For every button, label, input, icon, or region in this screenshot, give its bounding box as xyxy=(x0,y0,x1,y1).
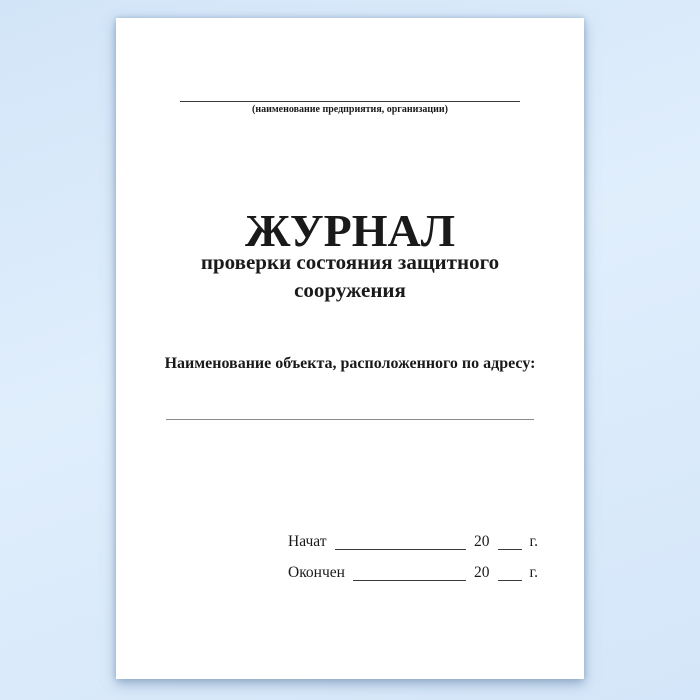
started-year-suffix: г. xyxy=(529,533,538,550)
started-date-blank-line xyxy=(335,546,467,550)
started-label: Начат xyxy=(288,533,327,550)
organization-name-blank-line xyxy=(180,101,520,102)
started-century-prefix: 20 xyxy=(474,533,490,550)
finished-date-blank-line xyxy=(353,577,466,581)
finished-year-blank-line xyxy=(498,577,522,581)
finished-row xyxy=(288,563,538,583)
started-year-blank-line xyxy=(498,546,522,550)
document-title: ЖУРНАЛ xyxy=(245,205,455,256)
started-row xyxy=(288,532,538,552)
finished-label: Окончен xyxy=(288,564,345,581)
object-address-label: Наименование объекта, расположенного по адресу: xyxy=(164,355,536,372)
finished-century-prefix: 20 xyxy=(474,564,490,581)
document-page xyxy=(116,18,584,679)
document-subtitle-line-1: проверки состояния защитного xyxy=(200,250,500,274)
dates-section xyxy=(288,532,538,594)
finished-year-suffix: г. xyxy=(529,564,538,581)
document-subtitle-line-2: сооружения xyxy=(294,278,406,302)
organization-caption: (наименование предприятия, организации) xyxy=(251,104,448,115)
document-subtitle xyxy=(116,248,584,304)
address-blank-line xyxy=(166,419,534,420)
